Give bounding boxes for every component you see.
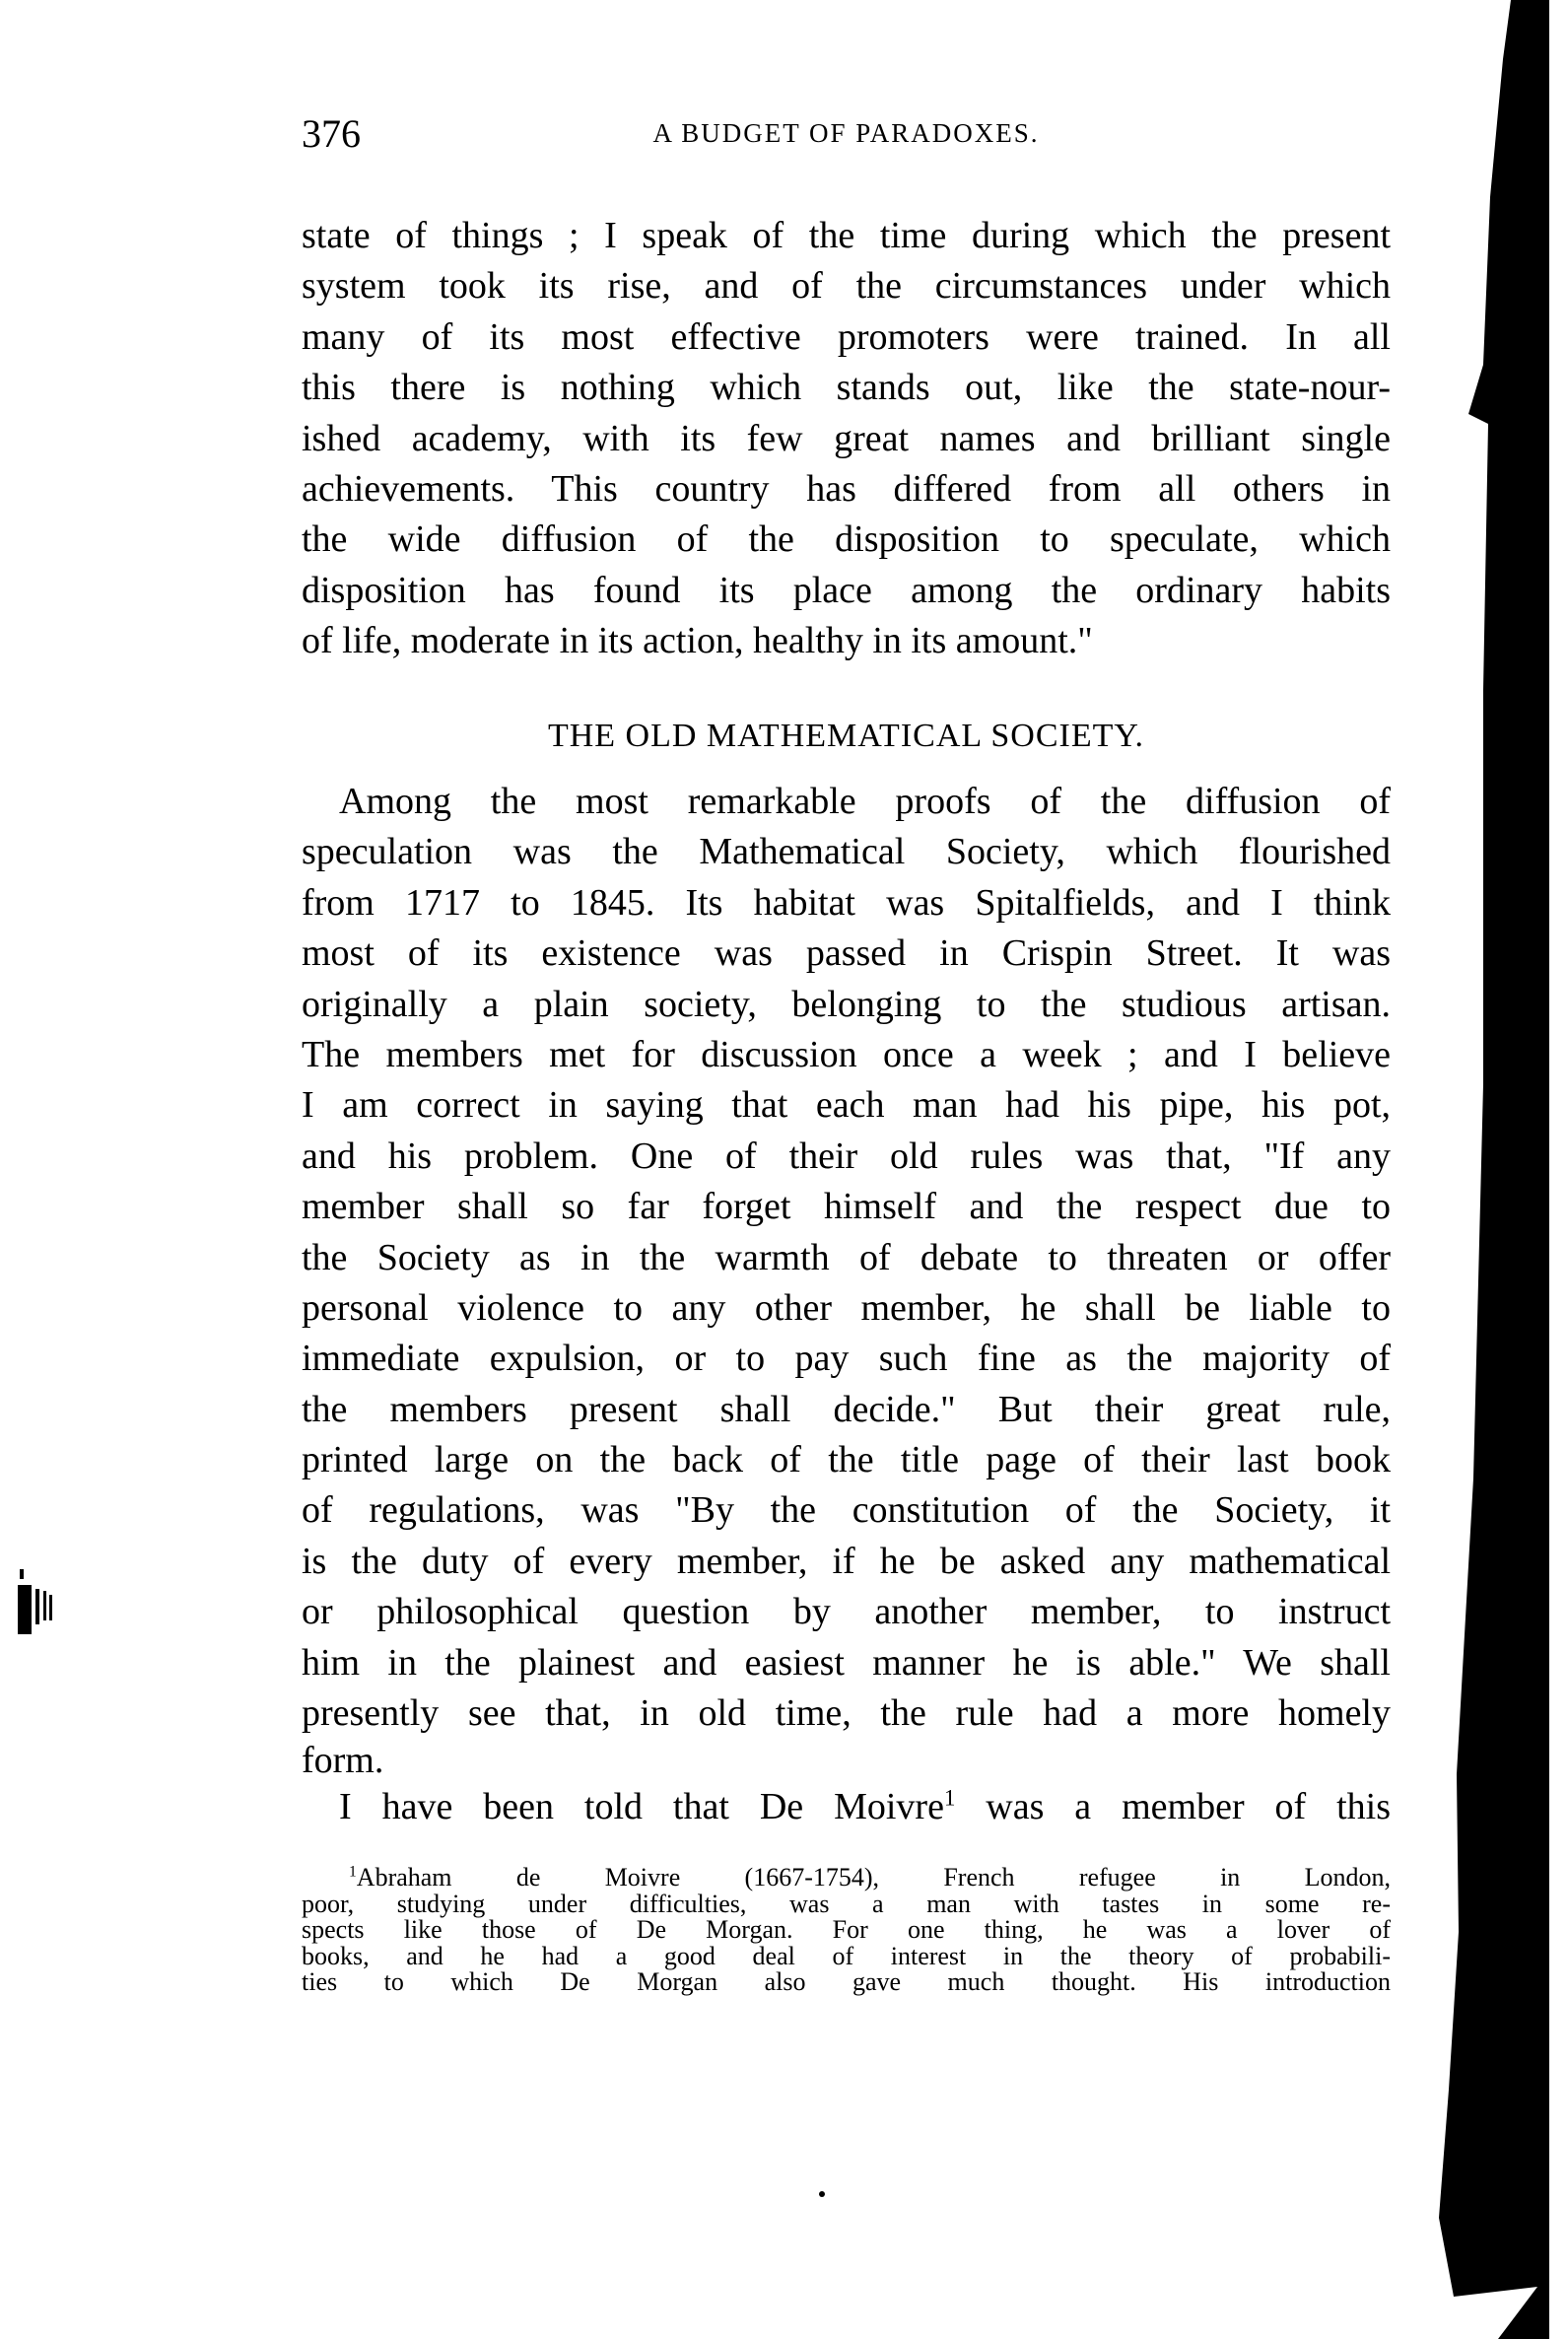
text-line: system took its rise, and of the circumstances under which (302, 265, 1391, 308)
text-line: the members present shall decide." But their great rule, (302, 1388, 1391, 1430)
text-line: disposition has found its place among the ordinary habits (302, 569, 1391, 611)
margin-marks (18, 1569, 52, 1634)
page-number: 376 (302, 111, 361, 156)
footnote-marker[interactable]: 1 (943, 1785, 956, 1811)
text-line: is the duty of every member, if he be asked any mathematical (302, 1540, 1391, 1582)
text-line: of regulations, was "By the constitution of the Society, it (302, 1489, 1391, 1532)
text-line: or philosophical question by another member, to instruct (302, 1591, 1391, 1633)
text-line: from 1717 to 1845. Its habitat was Spitalfields, and I think (302, 881, 1391, 924)
text-line: I am correct in saying that each man had his pipe, his pot, (302, 1084, 1391, 1127)
footnote-number: 1 (349, 1863, 357, 1881)
text-line: member shall so far forget himself and the respect due to (302, 1186, 1391, 1228)
text-line: The members met for discussion once a week ; and I believe (302, 1033, 1391, 1075)
text-line: of life, moderate in its action, healthy in its amount." (302, 620, 1093, 662)
text-line: originally a plain society, belonging to the studious artisan. (302, 983, 1391, 1025)
text-line: and his problem. One of their old rules was that, "If any (302, 1135, 1391, 1177)
speck (819, 2191, 825, 2197)
footnote-line: ties to which De Morgan also gave much thought. His introduction (302, 1967, 1391, 1996)
running-title: A BUDGET OF PARADOXES. (652, 118, 1040, 148)
text-line: speculation was the Mathematical Society, which flourished (302, 831, 1391, 873)
footnote-line: books, and he had a good deal of interest in the theory of probabili- (302, 1941, 1391, 1970)
text-line: him in the plainest and easiest manner he is able." We shall (302, 1641, 1391, 1684)
text-line: the Society as in the warmth of debate to threaten or offer (302, 1236, 1391, 1278)
text-line: presently see that, in old time, the rule had a more homely (302, 1692, 1391, 1735)
text: I have been told that De Moivre (339, 1786, 944, 1828)
text-line: many of its most effective promoters were trained. In all (302, 315, 1391, 358)
text-line: this there is nothing which stands out, like the state-nour- (302, 367, 1391, 409)
text-line: immediate expulsion, or to pay such fine as the majority of (302, 1338, 1391, 1380)
text: was a member of this (955, 1786, 1392, 1828)
text-line: personal violence to any other member, he shall be liable to (302, 1286, 1391, 1329)
footnote-line: poor, studying under difficulties, was a man with tastes in some re- (302, 1889, 1391, 1918)
text-line: most of its existence was passed in Crispin Street. It was (302, 932, 1391, 975)
text-line: ished academy, with its few great names and brilliant single (302, 417, 1391, 459)
text-line: state of things ; I speak of the time during which the present (302, 215, 1391, 256)
text-line: printed large on the back of the title page of their last book (302, 1439, 1391, 1481)
text-line: form. (302, 1740, 384, 1782)
text-line: the wide diffusion of the disposition to speculate, which (302, 518, 1391, 561)
section-heading: THE OLD MATHEMATICAL SOCIETY. (547, 718, 1145, 754)
text: Abraham de Moivre (1667-1754), French refugee in London, (356, 1863, 1391, 1892)
footnote-line: spects like those of De Morgan. For one thing, he was a lover of (302, 1915, 1391, 1944)
page-edge-shadow (1439, 0, 1549, 2339)
text-line: Among the most remarkable proofs of the diffusion of (339, 781, 1391, 822)
text-line: achievements. This country has differed from all others in (302, 467, 1391, 510)
